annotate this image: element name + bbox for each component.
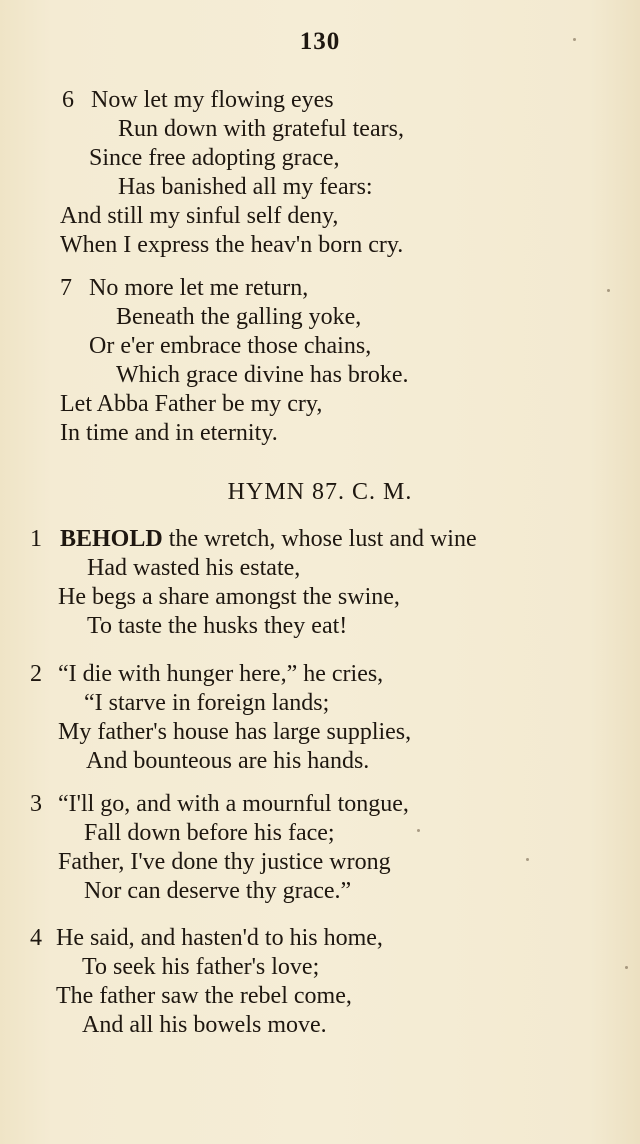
stanza-line <box>0 361 640 390</box>
stanza-line <box>0 86 640 115</box>
line-text: “I starve in foreign lands; <box>84 690 330 716</box>
paper-speck <box>625 966 628 969</box>
hymn-stanza-1 <box>0 525 640 641</box>
line-text: “I die with hunger here,” he cries, <box>58 661 384 687</box>
stanza-line <box>0 274 640 303</box>
stanza-line <box>0 173 640 202</box>
stanza-line <box>0 554 640 583</box>
stanza-number: 4 <box>30 925 42 951</box>
line-text: My father's house has large supplies, <box>58 719 412 745</box>
line-text: Fall down before his face; <box>84 820 335 846</box>
stanza-line <box>0 848 640 877</box>
line-text: To seek his father's love; <box>82 954 320 980</box>
stanza-line <box>0 303 640 332</box>
stanza-line <box>0 660 640 689</box>
line-text: Or e'er embrace those chains, <box>89 333 372 359</box>
stanza-number: 6 <box>62 87 74 113</box>
stanza-7 <box>0 274 640 448</box>
first-word: BEHOLD <box>60 526 163 552</box>
first-line-rest: the wretch, whose lust and wine <box>162 526 477 552</box>
stanza-line <box>0 202 640 231</box>
line-text: Nor can deserve thy grace.” <box>84 878 352 904</box>
hymn-stanza-3 <box>0 790 640 906</box>
line-text: Had wasted his estate, <box>87 555 301 581</box>
line-text: And all his bowels move. <box>82 1012 327 1038</box>
stanza-line <box>0 819 640 848</box>
stanza-line <box>0 790 640 819</box>
stanza-line <box>0 231 640 260</box>
stanza-line <box>0 747 640 776</box>
stanza-line <box>0 1011 640 1040</box>
stanza-line <box>0 877 640 906</box>
stanza-line <box>0 718 640 747</box>
paper-speck <box>526 858 529 861</box>
line-text: Now let my flowing eyes <box>91 87 334 113</box>
stanza-number: 7 <box>60 275 72 301</box>
line-text: And still my sinful self deny, <box>60 203 339 229</box>
line-text: Has banished all my fears: <box>118 174 373 200</box>
paper-speck <box>573 38 576 41</box>
line-text: No more let me return, <box>89 275 309 301</box>
line-text: Since free adopting grace, <box>89 145 340 171</box>
stanza-line <box>0 953 640 982</box>
stanza-line <box>0 924 640 953</box>
stanza-line <box>0 689 640 718</box>
stanza-number: 1 <box>30 526 42 552</box>
stanza-line <box>0 390 640 419</box>
stanza-line <box>0 982 640 1011</box>
stanza-line <box>0 525 640 554</box>
stanza-line <box>0 144 640 173</box>
line-text <box>60 525 477 554</box>
line-text: Which grace divine has broke. <box>116 362 409 388</box>
page-number: 130 <box>299 28 341 55</box>
stanza-line <box>0 332 640 361</box>
line-text: He begs a share amongst the swine, <box>58 584 400 610</box>
stanza-line <box>0 419 640 448</box>
hymn-heading: HYMN 87. C. M. <box>227 479 413 505</box>
line-text: Let Abba Father be my cry, <box>60 391 323 417</box>
line-text: When I express the heav'n born cry. <box>60 232 404 258</box>
line-text: To taste the husks they eat! <box>87 613 348 639</box>
stanza-line <box>0 612 640 641</box>
stanza-number: 3 <box>30 791 42 817</box>
stanza-line <box>0 583 640 612</box>
hymn-stanza-2 <box>0 660 640 776</box>
hymn-stanza-4 <box>0 924 640 1040</box>
stanza-line <box>0 115 640 144</box>
line-text: Beneath the galling yoke, <box>116 304 362 330</box>
line-text: “I'll go, and with a mournful tongue, <box>58 791 409 817</box>
stanza-6 <box>0 86 640 260</box>
line-text: And bounteous are his hands. <box>86 748 370 774</box>
paper-speck <box>417 829 420 832</box>
paper-speck <box>607 289 610 292</box>
line-text: Father, I've done thy justice wrong <box>58 849 391 875</box>
line-text: In time and in eternity. <box>60 420 278 446</box>
line-text: Run down with grateful tears, <box>118 116 404 142</box>
line-text: He said, and hasten'd to his home, <box>56 925 383 951</box>
line-text: The father saw the rebel come, <box>56 983 352 1009</box>
stanza-number: 2 <box>30 661 42 687</box>
